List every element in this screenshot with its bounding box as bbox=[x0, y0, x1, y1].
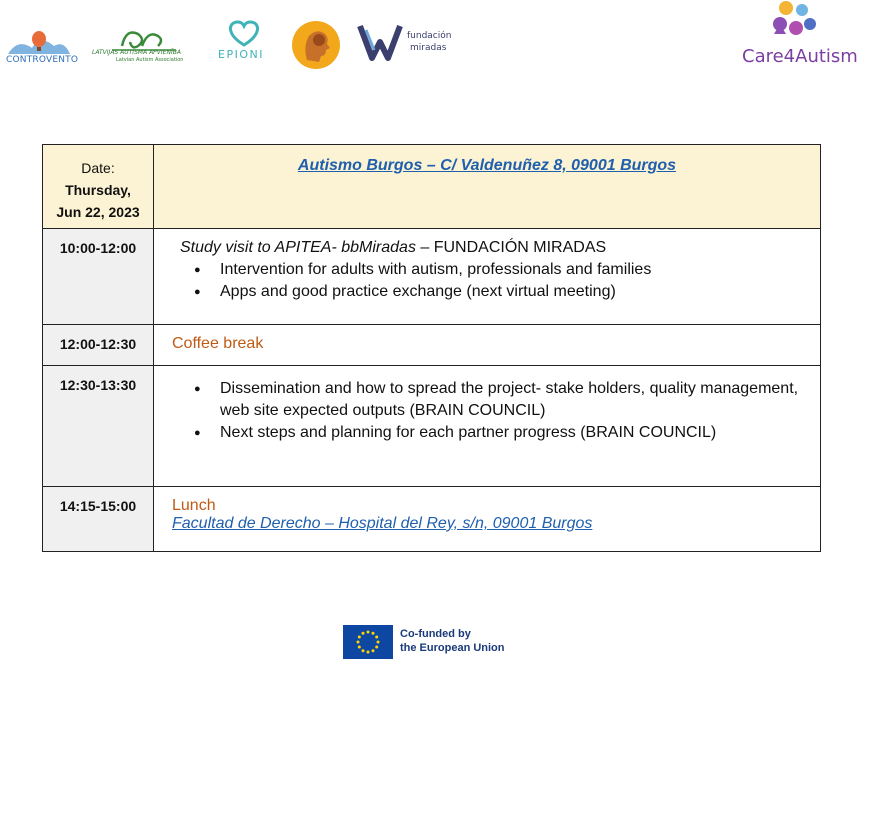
session-cell bbox=[154, 366, 821, 487]
eu-flag-icon bbox=[343, 625, 393, 659]
schedule-table bbox=[42, 144, 821, 552]
time-label: 10:00-12:00 bbox=[59, 240, 137, 256]
table-row bbox=[43, 487, 821, 552]
eu-cofunded-badge bbox=[343, 625, 513, 661]
puzzle-people-icon bbox=[740, 0, 852, 44]
location-link[interactable]: Autismo Burgos – C/ Valdenuñez 8, 09001 Burgos bbox=[297, 157, 677, 174]
time-label: 12:00-12:30 bbox=[59, 336, 137, 352]
bullet-list bbox=[172, 259, 802, 303]
eu-line1: Co-funded by bbox=[400, 628, 471, 640]
time-cell bbox=[43, 487, 154, 552]
bullet-list bbox=[172, 378, 802, 444]
date-label: Date: bbox=[81, 160, 115, 176]
care4autism-logo bbox=[740, 0, 858, 70]
list-item: ● Dissemination and how to spread the project- stake holders, quality management, web site expected outputs (BRAIN COUNCIL) bbox=[220, 378, 802, 422]
coffee-break-label: Coffee break bbox=[172, 335, 264, 352]
date-cell bbox=[43, 145, 154, 229]
session-cell bbox=[154, 229, 821, 325]
heart-icon bbox=[214, 18, 274, 48]
session-title: Study visit to APITEA- bbMiradas bbox=[180, 239, 416, 256]
time-cell bbox=[43, 325, 154, 366]
lunch-label: Lunch bbox=[172, 497, 216, 514]
epioni-logo bbox=[214, 18, 274, 66]
session-cell bbox=[154, 325, 821, 366]
latvian-autism-logo bbox=[92, 24, 194, 68]
controvento-logo bbox=[6, 24, 79, 68]
table-row bbox=[43, 366, 821, 487]
miradas-icon bbox=[356, 20, 404, 64]
miradas-line2: miradas bbox=[410, 43, 447, 53]
latvian-autism-subtext: Latvian Autism Association bbox=[116, 57, 184, 63]
fundacion-miradas-logo bbox=[356, 20, 452, 64]
time-label: 14:15-15:00 bbox=[59, 498, 137, 514]
list-item: ● Intervention for adults with autism, professionals and families bbox=[220, 259, 802, 281]
head-profile-logo bbox=[291, 20, 341, 70]
time-cell bbox=[43, 366, 154, 487]
epioni-text: EPIONI bbox=[218, 48, 264, 61]
date-value: Jun 22, 2023 bbox=[56, 204, 140, 220]
eu-line2: the European Union bbox=[400, 642, 505, 654]
date-day: Thursday, bbox=[65, 182, 131, 198]
miradas-line1: fundación bbox=[407, 31, 452, 41]
session-organizer: – FUNDACIÓN MIRADAS bbox=[415, 239, 607, 256]
care4autism-text: Care4Autism bbox=[742, 46, 858, 67]
head-icon bbox=[291, 20, 341, 70]
list-item: ● Next steps and planning for each partner progress (BRAIN COUNCIL) bbox=[220, 422, 802, 444]
location-cell bbox=[154, 145, 821, 229]
table-row bbox=[43, 325, 821, 366]
time-label: 12:30-13:30 bbox=[59, 377, 137, 393]
table-row bbox=[43, 229, 821, 325]
header-row bbox=[43, 145, 821, 229]
lunch-location-link[interactable]: Facultad de Derecho – Hospital del Rey, s/n, 09001 Burgos bbox=[172, 515, 593, 532]
time-cell bbox=[43, 229, 154, 325]
latvian-autism-text: LATVIJAS AUTISMA APVIENĪBA bbox=[92, 49, 181, 56]
list-item: ● Apps and good practice exchange (next virtual meeting) bbox=[220, 281, 802, 303]
session-cell bbox=[154, 487, 821, 552]
controvento-text: CONTROVENTO bbox=[6, 55, 79, 65]
